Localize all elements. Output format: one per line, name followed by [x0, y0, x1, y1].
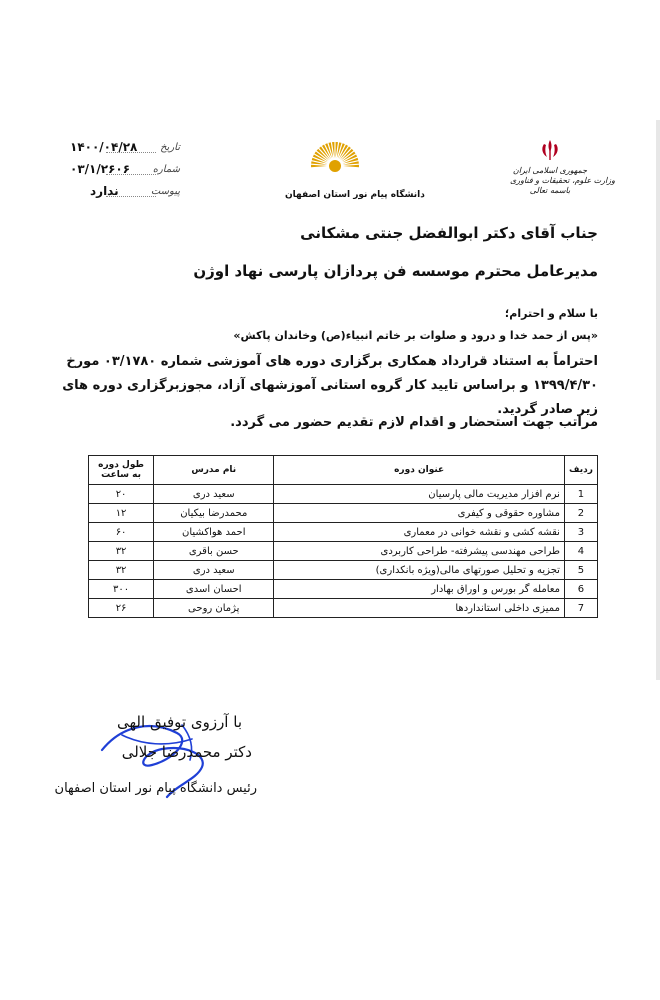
row-num: 5 [564, 561, 597, 580]
university-name: دانشگاه پیام نور استان اصفهان [285, 190, 425, 200]
row-num: 1 [564, 485, 597, 504]
row-hours: ۲۶ [89, 599, 154, 618]
attachment-label: پیوست [150, 186, 180, 197]
row-teacher: احمد هواکشیان [154, 523, 274, 542]
table-row [89, 561, 598, 580]
number-value: ۰۳/۱/۲۶۰۶ [70, 162, 131, 176]
row-teacher: حسن باقری [154, 542, 274, 561]
header-title: عنوان دوره [274, 456, 565, 485]
row-title: نقشه کشی و نقشه خوانی در معماری [274, 523, 565, 542]
row-title: تجزیه و تحلیل صورتهای مالی(ویژه بانکداری) [274, 561, 565, 580]
table-header-row [89, 456, 598, 485]
row-num: 6 [564, 580, 597, 599]
sunburst-logo-icon [307, 138, 363, 188]
row-hours: ۲۰ [89, 485, 154, 504]
row-hours: ۳۰۰ [89, 580, 154, 599]
emblem-line-3: باسمه تعالی [529, 186, 571, 195]
row-hours: ۳۲ [89, 542, 154, 561]
row-num: 2 [564, 504, 597, 523]
letter-meta [70, 140, 180, 206]
emblem-line-2: وزارت علوم، تحقیقات و فناوری [510, 176, 615, 185]
table-row [89, 580, 598, 599]
row-title: مشاوره حقوقی و کیفری [274, 504, 565, 523]
row-num: 4 [564, 542, 597, 561]
row-hours: ۱۲ [89, 504, 154, 523]
number-label: شماره [152, 164, 180, 175]
invocation: «پس از حمد خدا و درود و صلوات بر خاتم انبیاء(ص) وخاندان پاکش» [233, 329, 598, 342]
number-line [106, 174, 156, 175]
row-teacher: احسان اسدی [154, 580, 274, 599]
row-hours: ۳۲ [89, 561, 154, 580]
row-hours: ۶۰ [89, 523, 154, 542]
date-line [106, 152, 156, 153]
attachment-value: ندارد [90, 184, 119, 198]
table-row [89, 599, 598, 618]
header-hours: طول دوره به ساعت [89, 456, 154, 485]
greeting: با سلام و احترام؛ [504, 307, 598, 320]
row-teacher: محمدرضا بیکیان [154, 504, 274, 523]
courses-table [88, 455, 598, 618]
attachment-line [106, 196, 156, 197]
date-label: تاریخ [160, 142, 180, 153]
signatory-position: رئیس دانشگاه پیام نور استان اصفهان [54, 781, 257, 796]
date-value: ۱۴۰۰/۰۴/۲۸ [70, 140, 138, 154]
header-num: ردیف [564, 456, 597, 485]
table-row [89, 542, 598, 561]
table-row [89, 523, 598, 542]
state-emblem [510, 138, 615, 196]
signature-wish: با آرزوی توفیق الهی [117, 713, 242, 731]
row-title: نرم افزار مدیریت مالی پارسیان [274, 485, 565, 504]
iran-emblem-icon [539, 138, 561, 162]
emblem-line-1: جمهوری اسلامی ایران [512, 166, 588, 175]
addressee-title: مدیرعامل محترم موسسه فن پردازان پارسی نهاد اوژن [193, 262, 598, 280]
header-teacher: نام مدرس [154, 456, 274, 485]
date-row [70, 140, 180, 162]
row-title: ممیزی داخلی استانداردها [274, 599, 565, 618]
signature-block [54, 705, 282, 805]
row-num: 3 [564, 523, 597, 542]
row-teacher: سعید دری [154, 561, 274, 580]
row-title: طراحی مهندسی پیشرفته- طراحی کاربردی [274, 542, 565, 561]
letter-body: احتراماً به استناد قرارداد همکاری برگزاری دوره های آموزشی شماره ۰۳/۱۷۸۰ مورخ ۱۳۹۹/۴/۳۰ و براساس تایید کار گروه استانی آموزشهای آزاد، مجوزبرگزاری دوره های زیر صادر گردید. [62, 354, 598, 417]
table-row [89, 485, 598, 504]
table-row [89, 504, 598, 523]
letter-closing: مراتب جهت استحضار و اقدام لازم تقدیم حضور می گردد. [230, 415, 598, 430]
signatory-name: دکتر محمدرضا جلالی [121, 743, 252, 761]
addressee: جناب آقای دکتر ابوالفضل جنتی مشکانی [300, 224, 598, 242]
row-teacher: سعید دری [154, 485, 274, 504]
row-title: معامله گر بورس و اوراق بهادار [274, 580, 565, 599]
row-num: 7 [564, 599, 597, 618]
row-teacher: پژمان روحی [154, 599, 274, 618]
page-edge [656, 120, 660, 680]
number-row [70, 162, 180, 184]
attachment-row [70, 184, 180, 206]
university-logo [285, 138, 425, 200]
